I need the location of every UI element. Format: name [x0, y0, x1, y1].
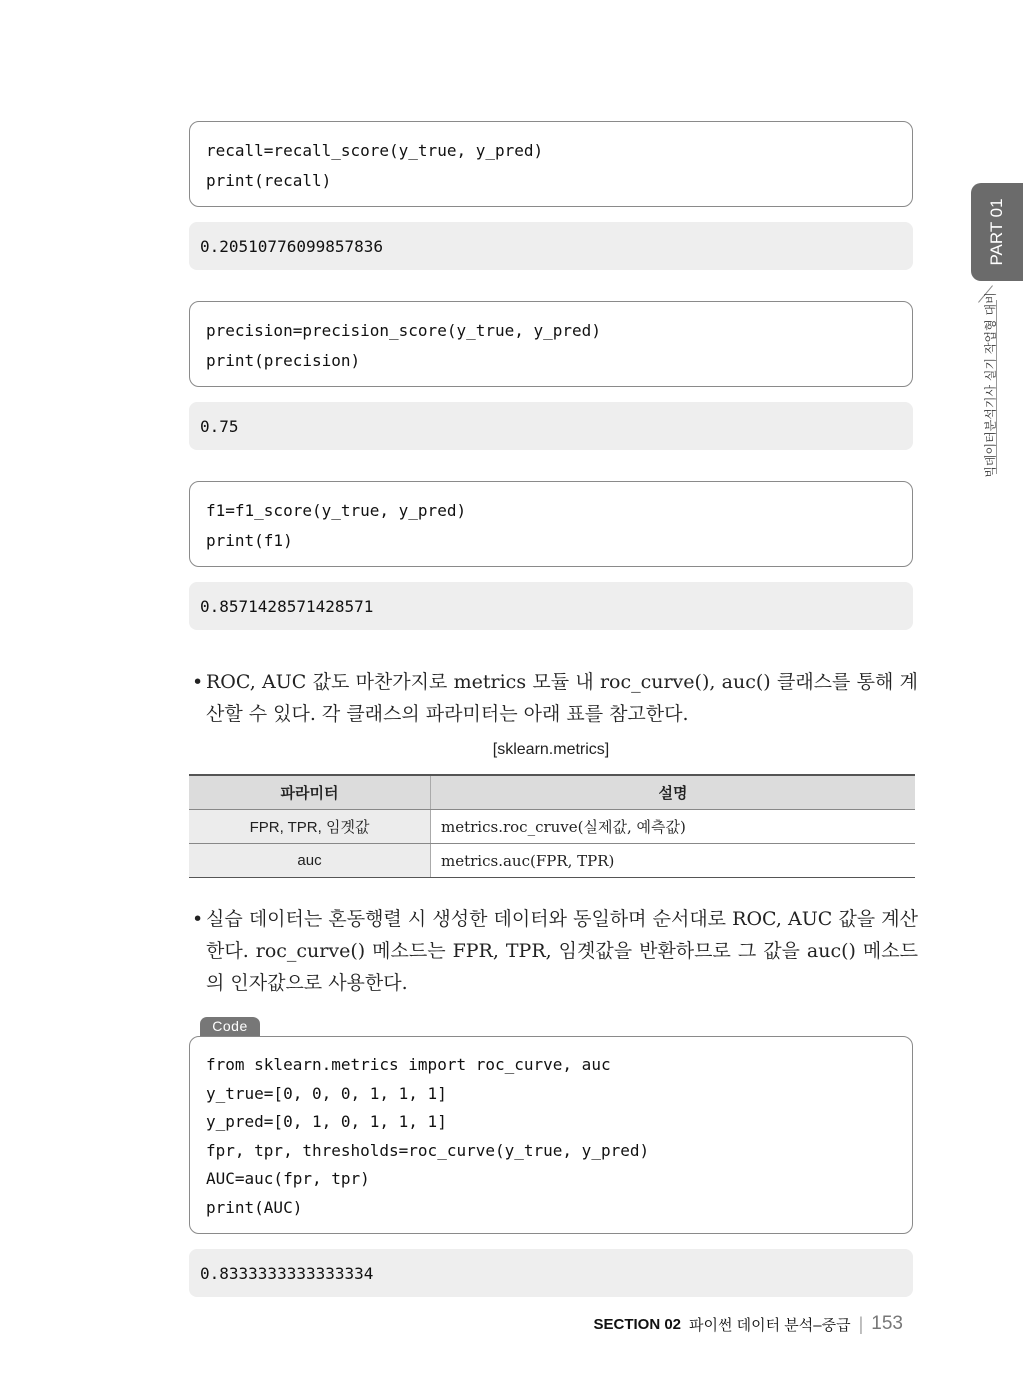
- footer-section: SECTION 02: [593, 1315, 682, 1333]
- code-line: y_pred=[0, 1, 0, 1, 1, 1]: [206, 1112, 447, 1131]
- code-line: recall=recall_score(y_true, y_pred): [206, 141, 544, 160]
- table-header: 파라미터: [189, 775, 431, 810]
- bullet-dot: •: [192, 671, 204, 693]
- output-auc: 0.8333333333333334: [189, 1249, 913, 1297]
- table-header-row: [189, 775, 915, 810]
- code-line: AUC=auc(fpr, tpr): [206, 1169, 370, 1188]
- table-cell-param: FPR, TPR, 임곗값: [189, 810, 431, 844]
- page-number: 153: [871, 1313, 903, 1334]
- code-line: precision=precision_score(y_true, y_pred): [206, 321, 601, 340]
- code-block-f1: [189, 481, 913, 567]
- part-side-tab: [971, 183, 1023, 281]
- bullet-paragraph: [192, 903, 918, 999]
- code-line: y_true=[0, 0, 0, 1, 1, 1]: [206, 1083, 447, 1103]
- bullet-paragraph: [192, 666, 918, 730]
- footer-title: 파이썬 데이터 분석–중급: [689, 1316, 851, 1334]
- code-label-tab: Code: [200, 1017, 260, 1036]
- footer-separator: |: [858, 1313, 864, 1334]
- parameter-table: [189, 774, 915, 878]
- bullet-text: 실습 데이터는 혼동행렬 시 생성한 데이터와 동일하며 순서대로 ROC, AUC 값을 계산한다. roc_curve() 메소드는 FPR, TPR, 임곗값을 반환하므로 그 값을 auc() 메소드의 인자값으로 사용한다.: [206, 908, 918, 994]
- code-line: from sklearn.metrics import roc_curve, auc: [206, 1055, 611, 1074]
- bullet-text: ROC, AUC 값도 마찬가지로 metrics 모듈 내 roc_curve(), auc() 클래스를 통해 계산할 수 있다. 각 클래스의 파라미터는 아래 표를 참고한다.: [206, 671, 918, 725]
- table-cell-desc: metrics.roc_cruve(실제값, 예측값): [431, 810, 916, 844]
- code-block-roc-auc: [189, 1036, 913, 1234]
- code-block-recall: [189, 121, 913, 207]
- code-line: print(recall): [206, 171, 332, 190]
- table-caption: [sklearn.metrics]: [492, 741, 610, 758]
- book-title: 빅데이터분석기사 실기 작업형 대비: [983, 292, 998, 478]
- code-line: print(AUC): [206, 1197, 303, 1217]
- table-row: [189, 810, 915, 844]
- code-line: print(f1): [206, 531, 293, 550]
- bullet-dot: •: [192, 908, 204, 930]
- code-line: print(precision): [206, 351, 361, 370]
- table-cell-param: auc: [189, 844, 431, 878]
- output-precision: 0.75: [189, 402, 913, 450]
- code-block-precision: [189, 301, 913, 387]
- part-label: PART 01: [987, 198, 1006, 266]
- table-row: [189, 844, 915, 878]
- table-header: 설명: [431, 775, 916, 810]
- page-footer: [593, 1313, 903, 1335]
- output-recall: 0.20510776099857836: [189, 222, 913, 270]
- code-line: f1=f1_score(y_true, y_pred): [206, 501, 467, 520]
- output-f1: 0.8571428571428571: [189, 582, 913, 630]
- table-cell-desc: metrics.auc(FPR, TPR): [431, 844, 916, 878]
- code-line: fpr, tpr, thresholds=roc_curve(y_true, y_pred): [206, 1140, 650, 1160]
